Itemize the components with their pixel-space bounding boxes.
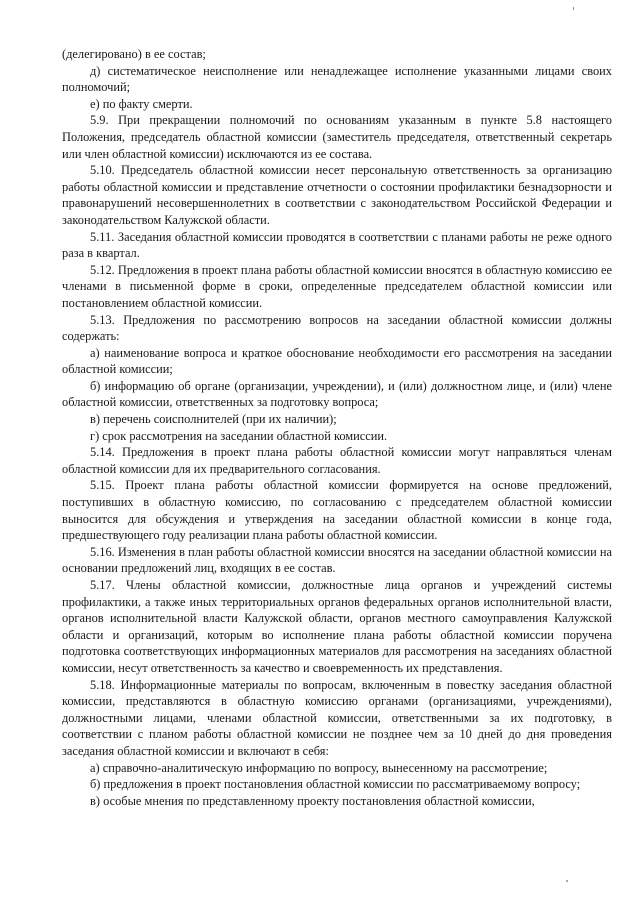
paragraph-5-16: 5.16. Изменения в план работы областной комиссии вносятся на заседании областной комиссии на основании предложений лиц, входящих в ее состав. bbox=[62, 544, 612, 576]
document-body bbox=[62, 46, 612, 809]
paragraph-5-18-a: а) справочно-аналитическую информацию по вопросу, вынесенному на рассмотрение; bbox=[90, 760, 548, 775]
paragraph-5-14: 5.14. Предложения в проект плана работы областной комиссии могут направляться членам областной комиссии для их предварительного согласования. bbox=[62, 445, 612, 476]
paragraph-5-13-v: в) перечень соисполнителей (при их наличии); bbox=[90, 412, 337, 427]
paragraph-5-13-b: б) информацию об органе (организации, учреждении), и (или) должностном лице, и (или) члене областной комиссии, ответственных за подготовку вопроса; bbox=[62, 378, 612, 410]
paragraph-5-17: 5.17. Члены областной комиссии, должностные лица органов и учреждений системы профилактики, а также иных территориальных органов федеральных органов исполнительной власти, органов исполнительной власти Калужской области, органов местного самоуправления Калужской области и организаций, которым во исполнение плана работы областной комиссии поручена подготовка соответствующих информационных материалов для рассмотрения на заседаниях областной комиссии, несут ответственность за качество и своевременность их представления. bbox=[62, 578, 612, 675]
scan-speck bbox=[573, 7, 574, 10]
paragraph-item-e: е) по факту смерти. bbox=[90, 96, 193, 111]
paragraph-5-13-a: а) наименование вопроса и краткое обоснование необходимости его рассмотрения на заседании областной комиссии; bbox=[62, 345, 612, 377]
paragraph-5-9: 5.9. При прекращении полномочий по основаниям указанным в пункте 5.8 настоящего Положения, председатель областной комиссии (заместитель председателя, ответственный секретарь или член областной комиссии) исключаются из ее состава. bbox=[62, 113, 612, 161]
paragraph-5-12: 5.12. Предложения в проект плана работы областной комиссии вносятся в областную комиссию ее членами в письменной форме в сроки, определенные председателем областной комиссии или постановлением областной комиссии. bbox=[62, 262, 612, 310]
paragraph-5-10: 5.10. Председатель областной комиссии несет персональную ответственность за организацию работы областной комиссии и представление отчетности о состоянии профилактики безнадзорности и правонарушений несовершеннолетних в соответствии с законодательством Российской Федерации и законодательством Калужской области. bbox=[62, 163, 612, 227]
scan-speck bbox=[566, 880, 568, 882]
paragraph-5-13: 5.13. Предложения по рассмотрению вопросов на заседании областной комиссии должны содержать: bbox=[62, 312, 612, 344]
paragraph-5-11: 5.11. Заседания областной комиссии проводятся в соответствии с планами работы не реже одного раза в квартал. bbox=[62, 229, 612, 261]
paragraph-continuation: (делегировано) в ее состав; bbox=[62, 47, 206, 61]
paragraph-5-18-b: б) предложения в проект постановления областной комиссии по рассматриваемому вопросу; bbox=[90, 777, 581, 792]
paragraph-5-15: 5.15. Проект плана работы областной комиссии формируется на основе предложений, поступивших в областную комиссию, по согласованию с председателем областной комиссии выносится для обсуждения и утверждения на заседании областной комиссии в конце года, предшествующего году реализации плана работы областной комиссии. bbox=[62, 478, 612, 543]
paragraph-item-d: д) систематическое неисполнение или ненадлежащее исполнение указанными лицами своих полномочий; bbox=[62, 63, 612, 95]
paragraph-5-18-v: в) особые мнения по представленному проекту постановления областной комиссии, bbox=[90, 793, 535, 808]
paragraph-5-13-g: г) срок рассмотрения на заседании областной комиссии. bbox=[90, 428, 388, 443]
paragraph-5-18: 5.18. Информационные материалы по вопросам, включенным в повестку заседания областной комиссии, представляются в областную комиссию органами (организациями, учреждениями), должностными лицами, членами областной комиссии, ответственными за их подготовку, в соответствии с планом работы областной комиссии не позднее чем за 10 дней до дня проведения заседания областной комиссии и включают в себя: bbox=[62, 677, 612, 758]
